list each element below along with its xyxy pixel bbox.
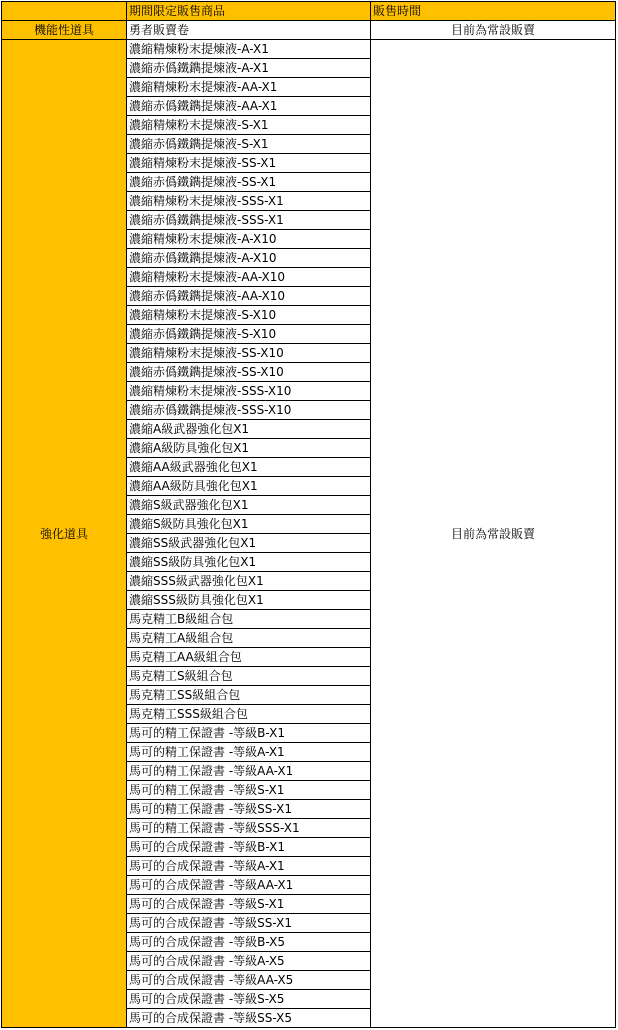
product-cell[interactable]: 濃縮精煉粉末提煉液-SSS-X10 (127, 382, 371, 401)
product-cell[interactable]: 馬克精工SSS級組合包 (127, 705, 371, 724)
product-cell[interactable]: 濃縮赤僞鐵鐫提煉液-SSS-X1 (127, 211, 371, 230)
product-cell[interactable]: 馬可的合成保證書 -等級A-X5 (127, 952, 371, 971)
product-cell[interactable]: 濃縮精煉粉末提煉液-AA-X1 (127, 78, 371, 97)
product-cell[interactable]: 濃縮SSS級武器強化包X1 (127, 572, 371, 591)
product-cell[interactable]: 馬克精工SS級組合包 (127, 686, 371, 705)
header-product-cell[interactable]: 期間限定販售商品 (127, 2, 371, 21)
product-cell[interactable]: 濃縮赤僞鐵鐫提煉液-A-X10 (127, 249, 371, 268)
product-cell[interactable]: 濃縮精煉粉末提煉液-S-X1 (127, 116, 371, 135)
product-cell[interactable]: 馬可的精工保證書 -等級A-X1 (127, 743, 371, 762)
product-cell[interactable]: 馬可的合成保證書 -等級S-X1 (127, 895, 371, 914)
product-cell[interactable]: 濃縮赤僞鐵鐫提煉液-AA-X10 (127, 287, 371, 306)
product-cell[interactable]: 濃縮精煉粉末提煉液-AA-X10 (127, 268, 371, 287)
header-category-cell[interactable] (2, 2, 127, 21)
product-cell[interactable]: 濃縮精煉粉末提煉液-A-X1 (127, 40, 371, 59)
product-cell[interactable]: 馬可的合成保證書 -等級B-X5 (127, 933, 371, 952)
product-cell[interactable]: 濃縮精煉粉末提煉液-SSS-X1 (127, 192, 371, 211)
product-cell[interactable]: 馬可的合成保證書 -等級AA-X5 (127, 971, 371, 990)
product-cell[interactable]: 馬克精工S級組合包 (127, 667, 371, 686)
product-cell[interactable]: 濃縮赤僞鐵鐫提煉液-AA-X1 (127, 97, 371, 116)
product-cell[interactable]: 馬可的精工保證書 -等級AA-X1 (127, 762, 371, 781)
header-time-cell[interactable]: 販售時間 (371, 2, 616, 21)
header-row (2, 2, 616, 21)
product-cell[interactable]: 馬可的合成保證書 -等級SS-X1 (127, 914, 371, 933)
product-cell[interactable]: 濃縮精煉粉末提煉液-A-X10 (127, 230, 371, 249)
product-cell[interactable]: 濃縮赤僞鐵鐫提煉液-A-X1 (127, 59, 371, 78)
product-cell[interactable]: 馬可的精工保證書 -等級SS-X1 (127, 800, 371, 819)
product-cell[interactable]: 濃縮赤僞鐵鐫提煉液-SS-X10 (127, 363, 371, 382)
product-cell[interactable]: 馬可的精工保證書 -等級SSS-X1 (127, 819, 371, 838)
category-cell[interactable]: 強化道具 (2, 40, 127, 1028)
product-cell[interactable]: 濃縮赤僞鐵鐫提煉液-SSS-X10 (127, 401, 371, 420)
product-cell[interactable]: 濃縮S級武器強化包X1 (127, 496, 371, 515)
product-cell[interactable]: 濃縮S級防具強化包X1 (127, 515, 371, 534)
product-cell[interactable]: 馬可的精工保證書 -等級S-X1 (127, 781, 371, 800)
product-cell[interactable]: 馬可的精工保證書 -等級B-X1 (127, 724, 371, 743)
table-row (2, 40, 616, 59)
product-cell[interactable]: 濃縮赤僞鐵鐫提煉液-SS-X1 (127, 173, 371, 192)
product-cell[interactable]: 馬可的合成保證書 -等級S-X5 (127, 990, 371, 1009)
sale-time-cell[interactable]: 目前為常設販賣 (371, 21, 616, 40)
category-cell[interactable]: 機能性道具 (2, 21, 127, 40)
product-cell[interactable]: 馬可的合成保證書 -等級A-X1 (127, 857, 371, 876)
product-cell[interactable]: 馬克精工A級組合包 (127, 629, 371, 648)
product-cell[interactable]: 濃縮A級防具強化包X1 (127, 439, 371, 458)
product-cell[interactable]: 馬克精工AA級組合包 (127, 648, 371, 667)
product-cell[interactable]: 濃縮精煉粉末提煉液-S-X10 (127, 306, 371, 325)
product-cell[interactable]: 濃縮SSS級防具強化包X1 (127, 591, 371, 610)
product-cell[interactable]: 勇者販賣卷 (127, 21, 371, 40)
product-cell[interactable]: 馬可的合成保證書 -等級AA-X1 (127, 876, 371, 895)
product-cell[interactable]: 濃縮A級武器強化包X1 (127, 420, 371, 439)
table-row (2, 21, 616, 40)
product-cell[interactable]: 濃縮赤僞鐵鐫提煉液-S-X10 (127, 325, 371, 344)
product-cell[interactable]: 濃縮SS級防具強化包X1 (127, 553, 371, 572)
product-cell[interactable]: 濃縮精煉粉末提煉液-SS-X1 (127, 154, 371, 173)
sale-time-cell[interactable]: 目前為常設販賣 (371, 40, 616, 1028)
product-cell[interactable]: 馬克精工B級組合包 (127, 610, 371, 629)
product-cell[interactable]: 濃縮赤僞鐵鐫提煉液-S-X1 (127, 135, 371, 154)
sale-items-table (1, 1, 616, 1028)
product-cell[interactable]: 濃縮AA級防具強化包X1 (127, 477, 371, 496)
product-cell[interactable]: 馬可的合成保證書 -等級SS-X5 (127, 1009, 371, 1028)
product-cell[interactable]: 濃縮SS級武器強化包X1 (127, 534, 371, 553)
product-cell[interactable]: 馬可的合成保證書 -等級B-X1 (127, 838, 371, 857)
product-cell[interactable]: 濃縮精煉粉末提煉液-SS-X10 (127, 344, 371, 363)
product-cell[interactable]: 濃縮AA級武器強化包X1 (127, 458, 371, 477)
